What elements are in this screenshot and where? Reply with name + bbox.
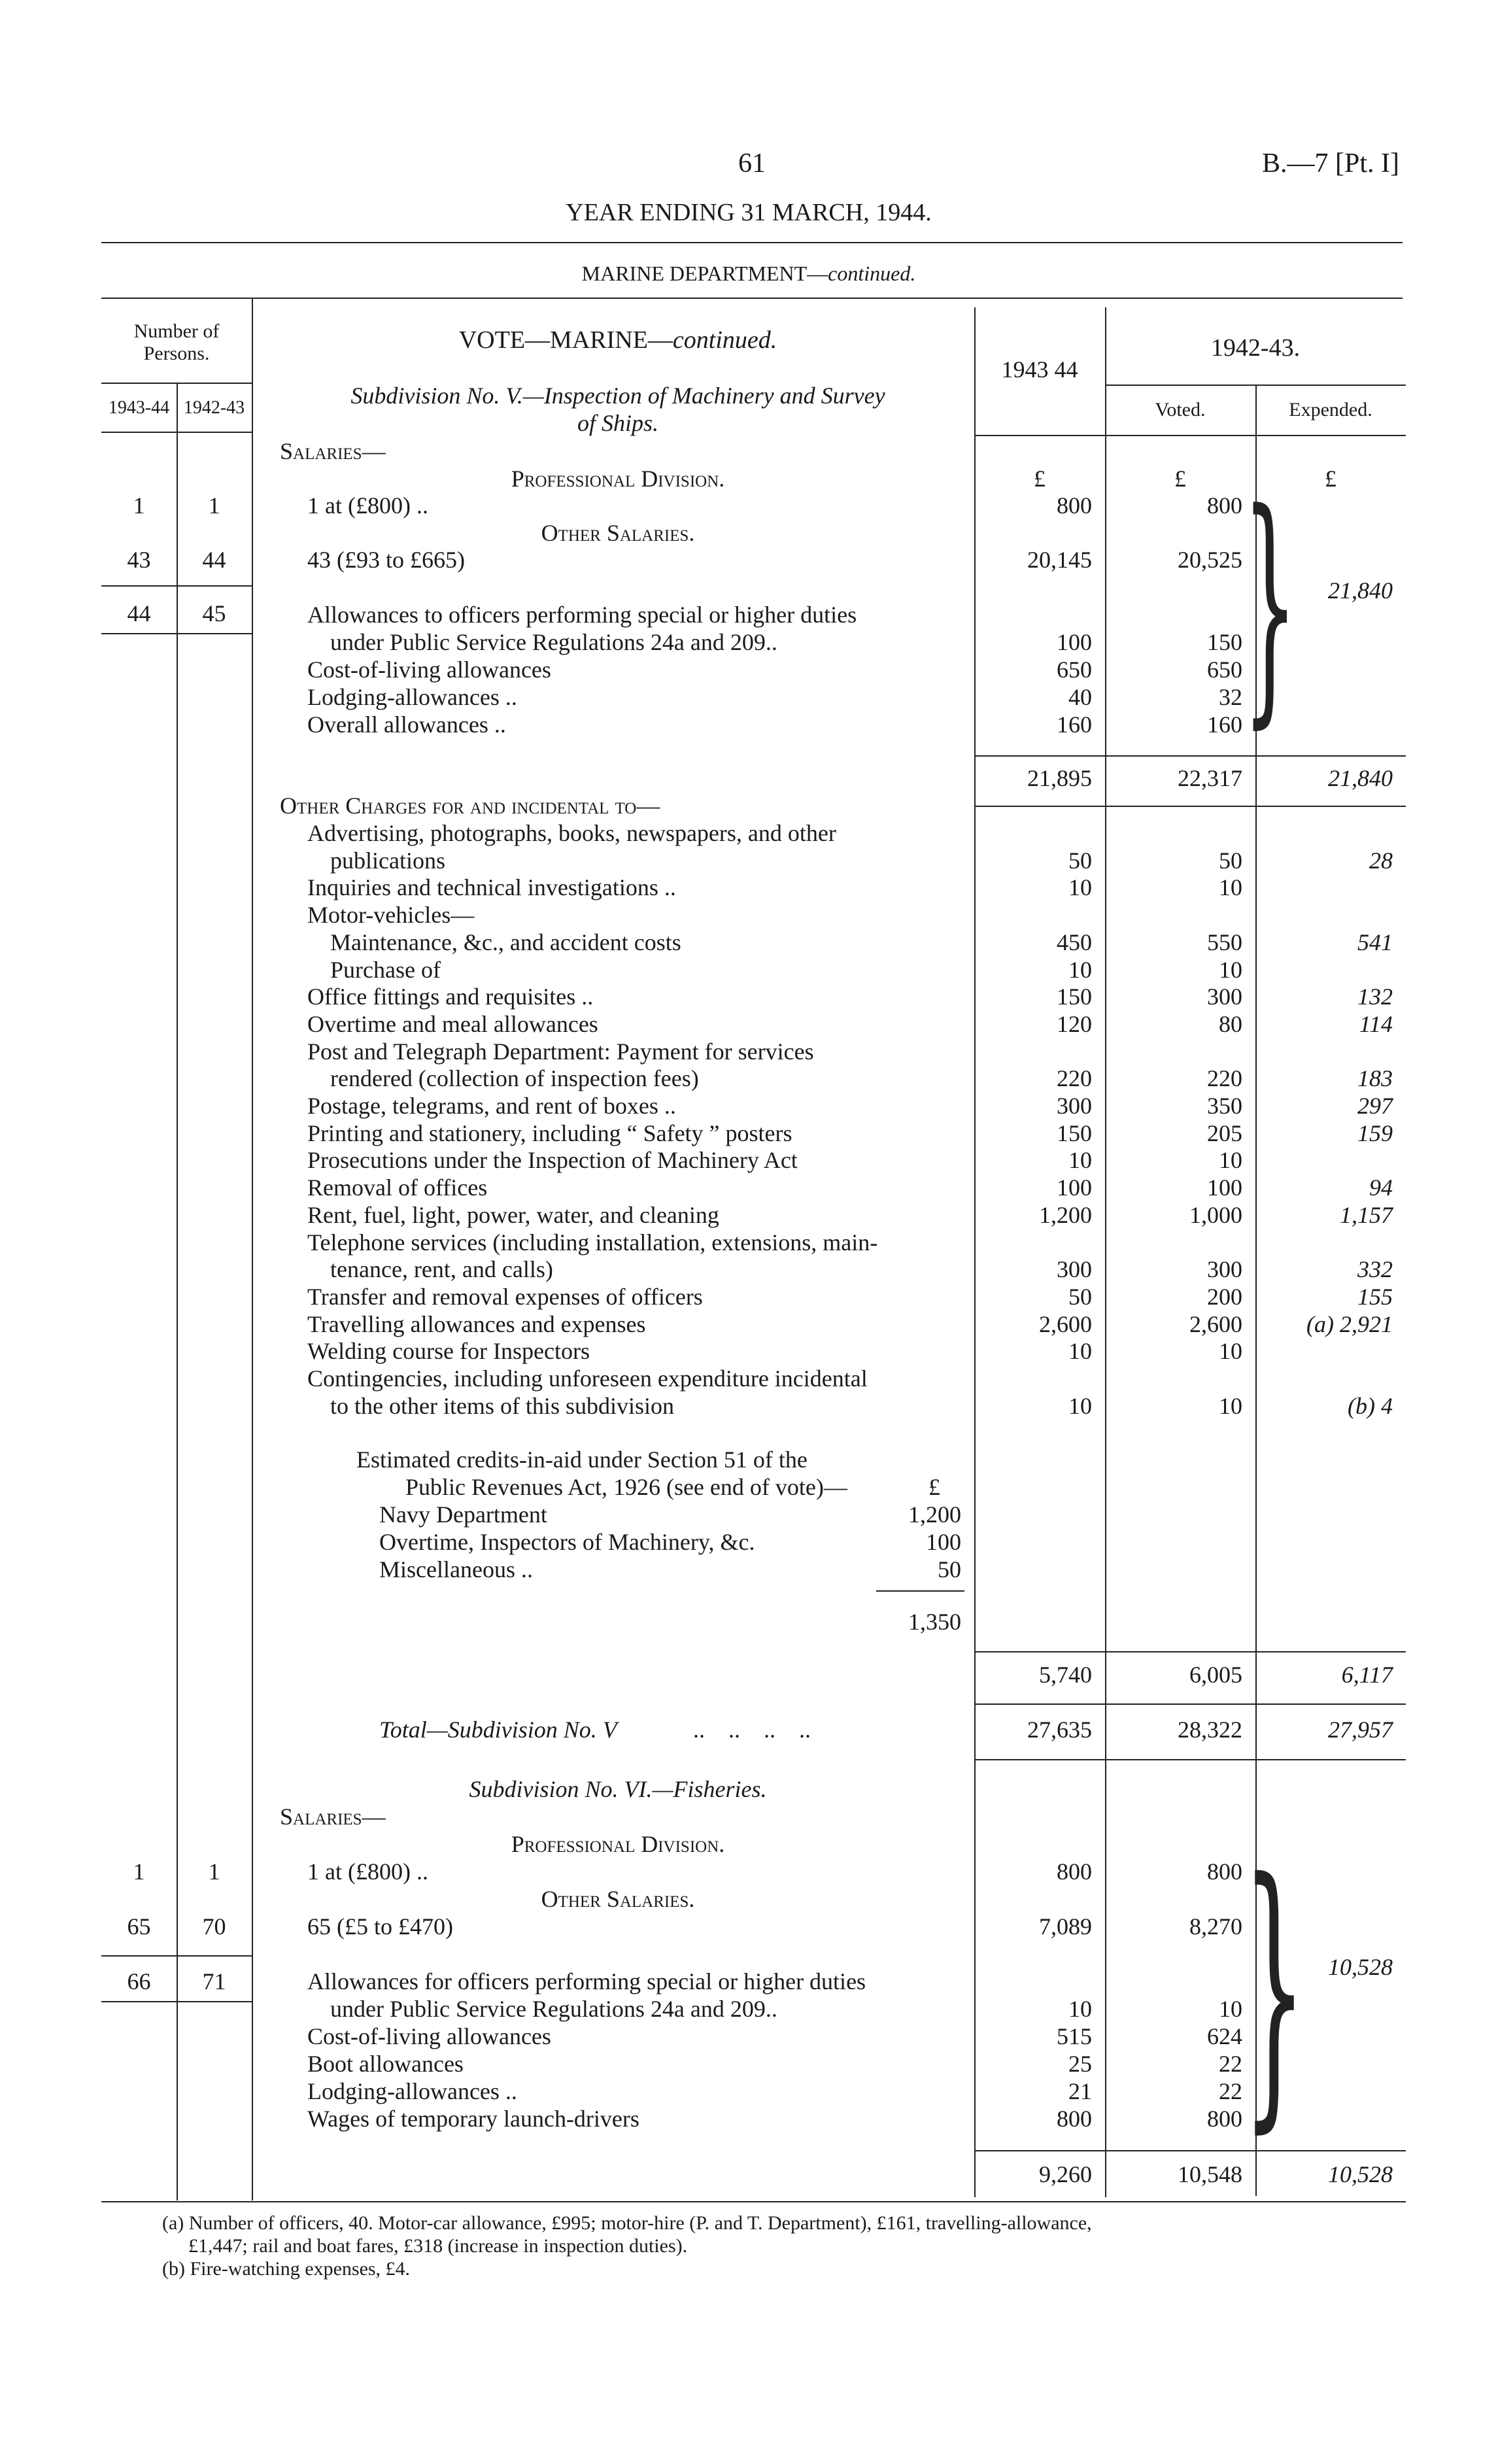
footnote-b: (b) Fire-watching expenses, £4. <box>162 2258 411 2280</box>
charge-value-1943: 150 <box>1057 1120 1092 1146</box>
value-1943: 515 <box>1057 2023 1092 2049</box>
charge-value-voted: 10 <box>1219 874 1242 900</box>
charge-label-cont: tenance, rent, and calls) <box>330 1256 553 1282</box>
charge-value-voted: 100 <box>1207 1174 1242 1201</box>
persons-1942: 70 <box>202 1913 226 1940</box>
salaries-brace-icon: } <box>1242 460 1298 749</box>
value-1943: 21 <box>1068 2078 1092 2104</box>
allowance-label: Overall allowances .. <box>307 711 506 738</box>
charge-value-1943: 50 <box>1068 847 1092 874</box>
year-title: YEAR ENDING 31 MARCH, 1944. <box>566 199 932 226</box>
salaries-subtotal-bottom-rule <box>974 806 1406 807</box>
persons-total-bottom-rule <box>101 633 252 634</box>
document-reference: B.—7 [Pt. I] <box>1262 148 1399 179</box>
credits-heading-cont: Public Revenues Act, 1926 (see end of vote)— <box>405 1474 847 1500</box>
value-voted: 22 <box>1219 2078 1242 2104</box>
row-label: 43 (£93 to £665) <box>307 547 465 573</box>
credit-item-label: Navy Department <box>379 1501 547 1528</box>
charge-value-voted: 220 <box>1207 1065 1242 1091</box>
persons-total-1943: 66 <box>127 1968 151 1994</box>
allowance-label: Allowances to officers performing special or higher duties <box>307 602 857 628</box>
charge-value-voted: 80 <box>1219 1011 1242 1037</box>
row-label: 1 at (£800) .. <box>307 492 428 519</box>
col-1943-44-header: 1943 44 <box>1001 356 1078 383</box>
charge-label: Welding course for Inspectors <box>307 1338 590 1364</box>
charge-value-expended: 155 <box>1357 1284 1393 1310</box>
other-salaries-heading: Other Salaries. <box>541 1886 695 1912</box>
persons-total-bottom-rule <box>101 2001 252 2002</box>
allowance-label: Allowances for officers performing special or higher duties <box>307 1968 866 1994</box>
value-1943: 40 <box>1068 684 1092 710</box>
value-voted: 650 <box>1207 657 1242 683</box>
grand-total-voted: 28,322 <box>1178 1717 1242 1743</box>
charge-value-voted: 205 <box>1207 1120 1242 1146</box>
credits-heading: Estimated credits-in-aid under Section 51 of the <box>356 1446 808 1473</box>
voted-header: Voted. <box>1155 399 1206 420</box>
charge-value-voted: 2,600 <box>1189 1311 1242 1337</box>
persons-1943: 65 <box>127 1913 151 1940</box>
charge-value-1943: 10 <box>1068 1147 1092 1173</box>
value-voted: 800 <box>1207 2106 1242 2132</box>
persons-1943: 43 <box>127 547 151 573</box>
charge-value-expended: 541 <box>1357 929 1393 955</box>
grand-total-1943: 27,635 <box>1027 1717 1092 1743</box>
credit-item-value: 50 <box>938 1556 961 1583</box>
salaries-expended: 21,840 <box>1328 577 1393 604</box>
persons-1943: 1 <box>133 1858 145 1885</box>
vote-title: VOTE—MARINE—continued. <box>458 326 777 354</box>
charge-value-expended: (a) 2,921 <box>1306 1311 1393 1337</box>
charge-label: Travelling allowances and expenses <box>307 1311 646 1337</box>
value-1943: 7,089 <box>1039 1913 1092 1940</box>
grand-total-leader: .. .. .. .. <box>693 1717 811 1743</box>
allowance-label: Boot allowances <box>307 2051 464 2077</box>
credit-item-label: Miscellaneous .. <box>379 1556 533 1583</box>
charge-label: Transfer and removal expenses of officers <box>307 1284 703 1310</box>
persons-total-1942: 45 <box>202 600 226 626</box>
professional-division-heading: Professional Division. <box>511 466 725 492</box>
persons-total-rule <box>101 1955 252 1957</box>
charge-value-expended: 159 <box>1357 1120 1393 1146</box>
pound-1943: £ <box>1034 466 1046 492</box>
other-charges-heading: Other Charges for and incidental to— <box>280 793 660 819</box>
allowance-label: Cost-of-living allowances <box>307 657 551 683</box>
subdivision-6-title: Subdivision No. VI.—Fisheries. <box>469 1776 767 1802</box>
table-top-rule <box>101 298 1403 299</box>
charge-value-voted: 350 <box>1207 1093 1242 1119</box>
expended-header: Expended. <box>1289 399 1372 420</box>
charge-value-1943: 2,600 <box>1039 1311 1092 1337</box>
persons-1942: 44 <box>202 547 226 573</box>
value-1943: 800 <box>1057 1858 1092 1885</box>
pound-voted: £ <box>1174 466 1186 492</box>
charge-label: Telephone services (including installation, extensions, main- <box>307 1229 878 1256</box>
charge-label: Office fittings and requisites .. <box>307 984 594 1010</box>
value-voted: 20,525 <box>1178 547 1242 573</box>
charge-value-expended: 114 <box>1359 1011 1393 1037</box>
charge-value-expended: 183 <box>1357 1065 1393 1091</box>
charge-value-1943: 300 <box>1057 1093 1092 1119</box>
value-voted: 800 <box>1207 1858 1242 1885</box>
allowance-label-cont: under Public Service Regulations 24a and 209.. <box>330 1996 777 2022</box>
header-rule <box>101 242 1403 243</box>
charge-value-1943: 150 <box>1057 984 1092 1010</box>
salaries-brace-icon: } <box>1242 1822 1306 2157</box>
credits-total: 1,350 <box>908 1609 961 1635</box>
value-1943: 800 <box>1057 492 1092 519</box>
value-voted: 8,270 <box>1189 1913 1242 1940</box>
persons-1942: 1 <box>208 492 220 519</box>
subtotal-1943: 21,895 <box>1027 765 1092 791</box>
number-of-persons-header: Number of Persons. <box>133 320 220 364</box>
footnote-a: (a) Number of officers, 40. Motor-car allowance, £995; motor-hire (P. and T. Department), £161, travelling-allowance, <box>162 2212 1092 2234</box>
charge-value-expended: 94 <box>1369 1174 1393 1201</box>
charge-value-voted: 1,000 <box>1189 1202 1242 1228</box>
charge-label: Post and Telegraph Department: Payment for services <box>307 1038 814 1065</box>
charges-total-bottom-rule <box>974 1703 1406 1705</box>
grand-total-label: Total—Subdivision No. V <box>379 1717 617 1743</box>
charge-value-expended: 28 <box>1369 847 1393 874</box>
charge-label-cont: rendered (collection of inspection fees) <box>330 1065 699 1091</box>
charge-value-voted: 300 <box>1207 1256 1242 1282</box>
charge-label: Maintenance, &c., and accident costs <box>330 929 681 955</box>
value-1943: 800 <box>1057 2106 1092 2132</box>
charge-value-1943: 220 <box>1057 1065 1092 1091</box>
charge-value-1943: 10 <box>1068 1393 1092 1419</box>
credits-total-rule <box>876 1590 964 1592</box>
charges-total-expended: 6,117 <box>1341 1662 1393 1688</box>
charge-label-cont: publications <box>330 847 445 874</box>
charge-value-voted: 200 <box>1207 1284 1242 1310</box>
charge-value-voted: 10 <box>1219 1147 1242 1173</box>
persons-1942: 1 <box>208 1858 220 1885</box>
charge-value-expended: 332 <box>1357 1256 1393 1282</box>
persons-right-rule <box>252 298 253 2200</box>
pound-expended: £ <box>1325 466 1336 492</box>
charge-label: Postage, telegrams, and rent of boxes .. <box>307 1093 676 1119</box>
row-label: 1 at (£800) .. <box>307 1858 428 1885</box>
persons-total-1943: 44 <box>127 600 151 626</box>
grand-total-bottom-rule <box>974 1759 1406 1760</box>
charge-value-voted: 10 <box>1219 1338 1242 1364</box>
charge-label: Contingencies, including unforeseen expenditure incidental <box>307 1365 868 1392</box>
department-title: MARINE DEPARTMENT—continued. <box>581 262 916 285</box>
charge-value-expended: 132 <box>1357 984 1393 1010</box>
professional-division-heading: Professional Division. <box>511 1831 725 1857</box>
charge-label-cont: to the other items of this subdivision <box>330 1393 674 1419</box>
persons-1943: 1 <box>133 492 145 519</box>
persons-total-rule <box>101 585 252 587</box>
value-voted: 10 <box>1219 1996 1242 2022</box>
charge-value-1943: 50 <box>1068 1284 1092 1310</box>
credit-item-value: 100 <box>926 1529 961 1555</box>
credit-item-label: Overtime, Inspectors of Machinery, &c. <box>379 1529 755 1555</box>
charge-value-1943: 10 <box>1068 874 1092 900</box>
salaries-expended: 10,528 <box>1328 1954 1393 1980</box>
grand-total-expended: 27,957 <box>1328 1717 1393 1743</box>
charges-total-voted: 6,005 <box>1189 1662 1242 1688</box>
charge-value-expended: 1,157 <box>1340 1202 1393 1228</box>
value-voted: 800 <box>1207 492 1242 519</box>
subdivision-5-title-cont: of Ships. <box>577 410 658 436</box>
charge-label: Overtime and meal allowances <box>307 1011 598 1037</box>
footnote-a-cont: £1,447; rail and boat fares, £318 (increase in inspection duties). <box>188 2235 688 2257</box>
charge-value-expended: (b) 4 <box>1348 1393 1393 1419</box>
sub6-total-1943: 9,260 <box>1039 2161 1092 2187</box>
salaries-heading: Salaries— <box>280 1804 386 1830</box>
credits-pound: £ <box>928 1474 940 1500</box>
charge-value-voted: 10 <box>1219 1393 1242 1419</box>
persons-1943-44-header: 1943-44 <box>108 398 170 418</box>
amount-header-rule <box>974 435 1406 436</box>
allowance-label: Cost-of-living allowances <box>307 2023 551 2049</box>
table-bottom-rule <box>101 2201 1406 2202</box>
charge-value-1943: 300 <box>1057 1256 1092 1282</box>
value-voted: 150 <box>1207 629 1242 655</box>
charge-value-voted: 300 <box>1207 984 1242 1010</box>
charge-label: Rent, fuel, light, power, water, and cleaning <box>307 1202 719 1228</box>
credit-item-value: 1,200 <box>908 1501 961 1528</box>
salaries-subtotal-rule <box>974 755 1406 757</box>
charge-value-1943: 450 <box>1057 929 1092 955</box>
value-voted: 32 <box>1219 684 1242 710</box>
allowance-label: Lodging-allowances .. <box>307 2078 517 2104</box>
charges-total-1943: 5,740 <box>1039 1662 1092 1688</box>
sub6-total-expended: 10,528 <box>1328 2161 1393 2187</box>
allowance-label: Lodging-allowances .. <box>307 684 517 710</box>
other-salaries-heading: Other Salaries. <box>541 520 695 546</box>
value-1943: 10 <box>1068 1996 1092 2022</box>
value-1943: 650 <box>1057 657 1092 683</box>
charge-label: Prosecutions under the Inspection of Machinery Act <box>307 1147 798 1173</box>
sub6-total-voted: 10,548 <box>1178 2161 1242 2187</box>
subtotal-expended: 21,840 <box>1328 765 1393 791</box>
charge-label: Motor-vehicles— <box>307 902 475 928</box>
charges-total-rule <box>974 1651 1406 1652</box>
subdivision-5-title: Subdivision No. V.—Inspection of Machinery and Survey <box>350 383 885 409</box>
charge-value-voted: 50 <box>1219 847 1242 874</box>
charge-value-voted: 10 <box>1219 957 1242 983</box>
charge-label: Purchase of <box>330 957 441 983</box>
persons-total-1942: 71 <box>202 1968 226 1994</box>
page-number: 61 <box>738 148 766 179</box>
charge-label: Inquiries and technical investigations .. <box>307 874 676 900</box>
charge-value-1943: 1,200 <box>1039 1202 1092 1228</box>
value-1943: 160 <box>1057 711 1092 738</box>
charge-label: Removal of offices <box>307 1174 488 1201</box>
charge-value-1943: 100 <box>1057 1174 1092 1201</box>
charge-label: Advertising, photographs, books, newspapers, and other <box>307 820 836 846</box>
salaries-heading: Salaries— <box>280 438 386 464</box>
sub6-total-rule <box>974 2150 1406 2151</box>
value-1943: 100 <box>1057 629 1092 655</box>
charge-value-1943: 10 <box>1068 957 1092 983</box>
charge-label: Printing and stationery, including “ Safety ” posters <box>307 1120 792 1146</box>
value-1943: 20,145 <box>1027 547 1092 573</box>
value-voted: 160 <box>1207 711 1242 738</box>
persons-1942-43-header: 1942-43 <box>183 398 245 418</box>
value-voted: 624 <box>1207 2023 1242 2049</box>
row-label: 65 (£5 to £470) <box>307 1913 453 1940</box>
charge-value-expended: 297 <box>1357 1093 1393 1119</box>
value-voted: 22 <box>1219 2051 1242 2077</box>
allowance-label-cont: under Public Service Regulations 24a and 209.. <box>330 629 777 655</box>
subtotal-voted: 22,317 <box>1178 765 1242 791</box>
value-1943: 25 <box>1068 2051 1092 2077</box>
charge-value-voted: 550 <box>1207 929 1242 955</box>
charge-value-1943: 10 <box>1068 1338 1092 1364</box>
col-1942-43-header: 1942-43. <box>1210 334 1301 362</box>
charge-value-1943: 120 <box>1057 1011 1092 1037</box>
allowance-label: Wages of temporary launch-drivers <box>307 2106 639 2132</box>
